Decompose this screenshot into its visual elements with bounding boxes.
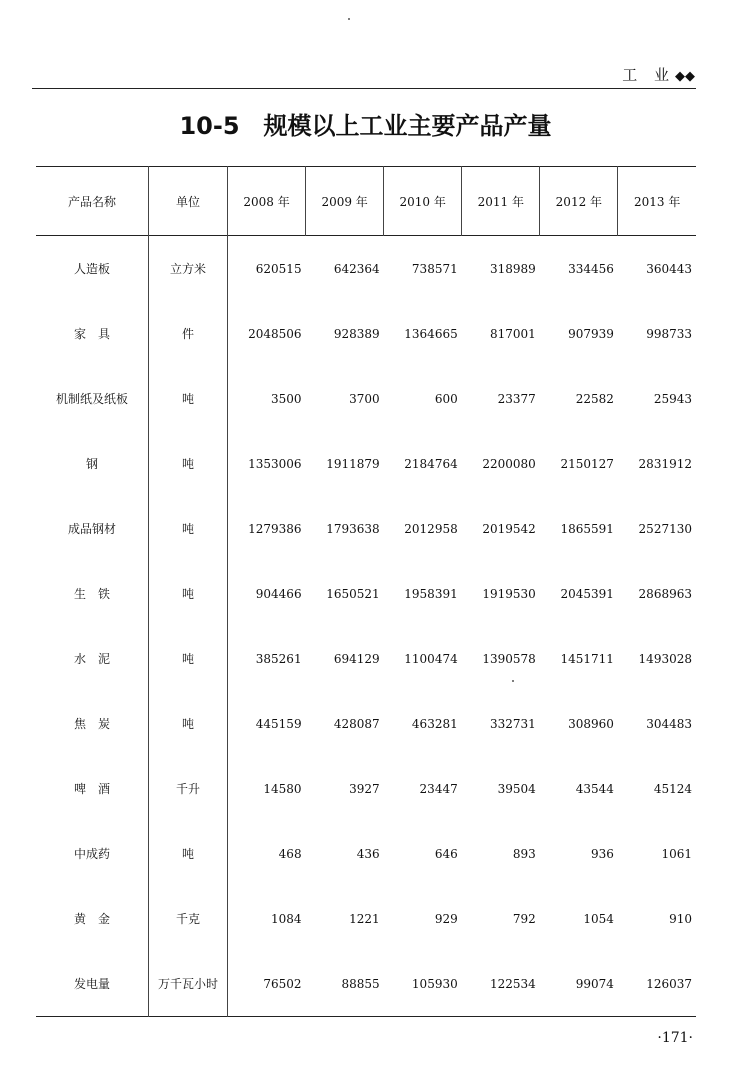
table-row [36,561,696,626]
value-cell: 14580 [263,781,302,796]
column-header: 2008 年 [228,167,306,236]
value-cell: 2831912 [638,456,692,471]
product-name-cell: 机制纸及纸板 [55,392,128,406]
value-cell: 1221 [349,911,380,926]
value-cell: 3700 [349,391,380,406]
value-cell: 126037 [646,976,692,991]
value-cell: 1493028 [638,651,692,666]
value-cell: 928389 [333,326,380,341]
value-cell: 23447 [419,781,458,796]
unit-cell: 千升 [149,756,228,821]
column-header: 单位 [149,167,228,236]
diamond-icon: ◆◆ [675,69,695,84]
value-cell: 76502 [263,976,302,991]
unit-cell: 吨 [149,366,228,431]
column-header: 2012 年 [540,167,618,236]
product-name-cell: 家 具 [73,327,110,341]
product-name-cell: 中成药 [73,847,110,861]
unit-cell: 件 [149,301,228,366]
value-cell: 122534 [490,976,536,991]
value-cell: 308960 [568,716,614,731]
value-cell: 99074 [575,976,614,991]
value-cell: 332731 [490,716,536,731]
value-cell: 1061 [661,846,692,861]
value-cell: 43544 [575,781,614,796]
value-cell: 2019542 [482,521,536,536]
value-cell: 642364 [333,261,380,276]
value-cell: 304483 [646,716,692,731]
value-cell: 1865591 [560,521,614,536]
value-cell: 2012958 [404,521,458,536]
value-cell: 436 [356,846,380,861]
unit-cell: 吨 [149,496,228,561]
value-cell: 936 [590,846,614,861]
header-rule [32,88,696,89]
column-header: 2013 年 [618,167,696,236]
value-cell: 3927 [349,781,380,796]
unit-cell: 吨 [149,821,228,886]
column-header: 2009 年 [306,167,384,236]
value-cell: 463281 [411,716,458,731]
value-cell: 910 [669,911,692,926]
value-cell: 2184764 [404,456,458,471]
table-row [36,236,696,302]
value-cell: 2150127 [560,456,614,471]
value-cell: 929 [434,911,458,926]
value-cell: 105930 [411,976,458,991]
column-header: 2010 年 [384,167,462,236]
value-cell: 2200080 [482,456,536,471]
value-cell: 1451711 [560,651,614,666]
value-cell: 893 [512,846,536,861]
value-cell: 1390578 [482,651,536,666]
value-cell: 792 [512,911,536,926]
table-row [36,431,696,496]
scan-speck [348,18,350,20]
table-row [36,301,696,366]
table-row [36,496,696,561]
value-cell: 25943 [653,391,692,406]
unit-cell: 吨 [149,431,228,496]
value-cell: 88855 [341,976,380,991]
value-cell: 468 [278,846,302,861]
product-name-cell: 黄 金 [73,912,110,926]
value-cell: 45124 [653,781,692,796]
value-cell: 385261 [255,651,302,666]
section-label [622,64,695,85]
column-header: 产品名称 [67,194,116,209]
value-cell: 1911879 [326,456,380,471]
product-name-cell: 发电量 [73,977,110,991]
product-name-cell: 焦 炭 [73,717,110,731]
value-cell: 360443 [646,261,692,276]
value-cell: 2045391 [560,586,614,601]
table-row [36,951,696,1017]
table-body [36,236,696,1017]
value-cell: 1958391 [404,586,458,601]
value-cell: 620515 [255,261,302,276]
unit-cell: 吨 [149,691,228,756]
column-header: 2011 年 [462,167,540,236]
value-cell: 2868963 [638,586,692,601]
scan-speck [512,680,514,682]
value-cell: 22582 [575,391,614,406]
value-cell: 23377 [497,391,536,406]
value-cell: 3500 [271,391,302,406]
value-cell: 1279386 [248,521,302,536]
value-cell: 428087 [333,716,380,731]
unit-cell: 立方米 [149,236,228,302]
value-cell: 2048506 [248,326,302,341]
product-name-cell: 水 泥 [73,652,110,666]
page-title: 10-5 规模以上工业主要产品产量 [179,112,552,140]
value-cell: 694129 [333,651,380,666]
table-row [36,756,696,821]
page-number: ·171· [657,1030,693,1046]
value-cell: 998733 [646,326,692,341]
value-cell: 904466 [255,586,302,601]
value-cell: 738571 [411,261,458,276]
value-cell: 646 [434,846,458,861]
value-cell: 1793638 [326,521,380,536]
value-cell: 1364665 [404,326,458,341]
value-cell: 39504 [497,781,536,796]
value-cell: 445159 [255,716,302,731]
section-title: 工 业 [622,66,675,84]
value-cell: 600 [434,391,458,406]
product-name-cell: 成品钢材 [67,522,116,536]
unit-cell: 吨 [149,626,228,691]
value-cell: 1650521 [326,586,380,601]
value-cell: 318989 [490,261,536,276]
unit-cell: 吨 [149,561,228,626]
product-name-cell: 钢 [85,457,98,471]
table-header-row [36,167,696,236]
table-row [36,821,696,886]
unit-cell: 千克 [149,886,228,951]
value-cell: 1919530 [482,586,536,601]
value-cell: 1084 [271,911,302,926]
production-table [36,166,696,1017]
table-row [36,626,696,691]
unit-cell: 万千瓦小时 [149,951,228,1017]
value-cell: 334456 [568,261,614,276]
table-row [36,691,696,756]
product-name-cell: 生 铁 [73,587,110,601]
table-row [36,886,696,951]
table-row [36,366,696,431]
value-cell: 907939 [568,326,614,341]
value-cell: 1054 [583,911,614,926]
product-name-cell: 啤 酒 [73,782,110,796]
value-cell: 1100474 [404,651,458,666]
product-name-cell: 人造板 [73,262,110,276]
value-cell: 2527130 [638,521,692,536]
value-cell: 817001 [490,326,536,341]
value-cell: 1353006 [248,456,302,471]
